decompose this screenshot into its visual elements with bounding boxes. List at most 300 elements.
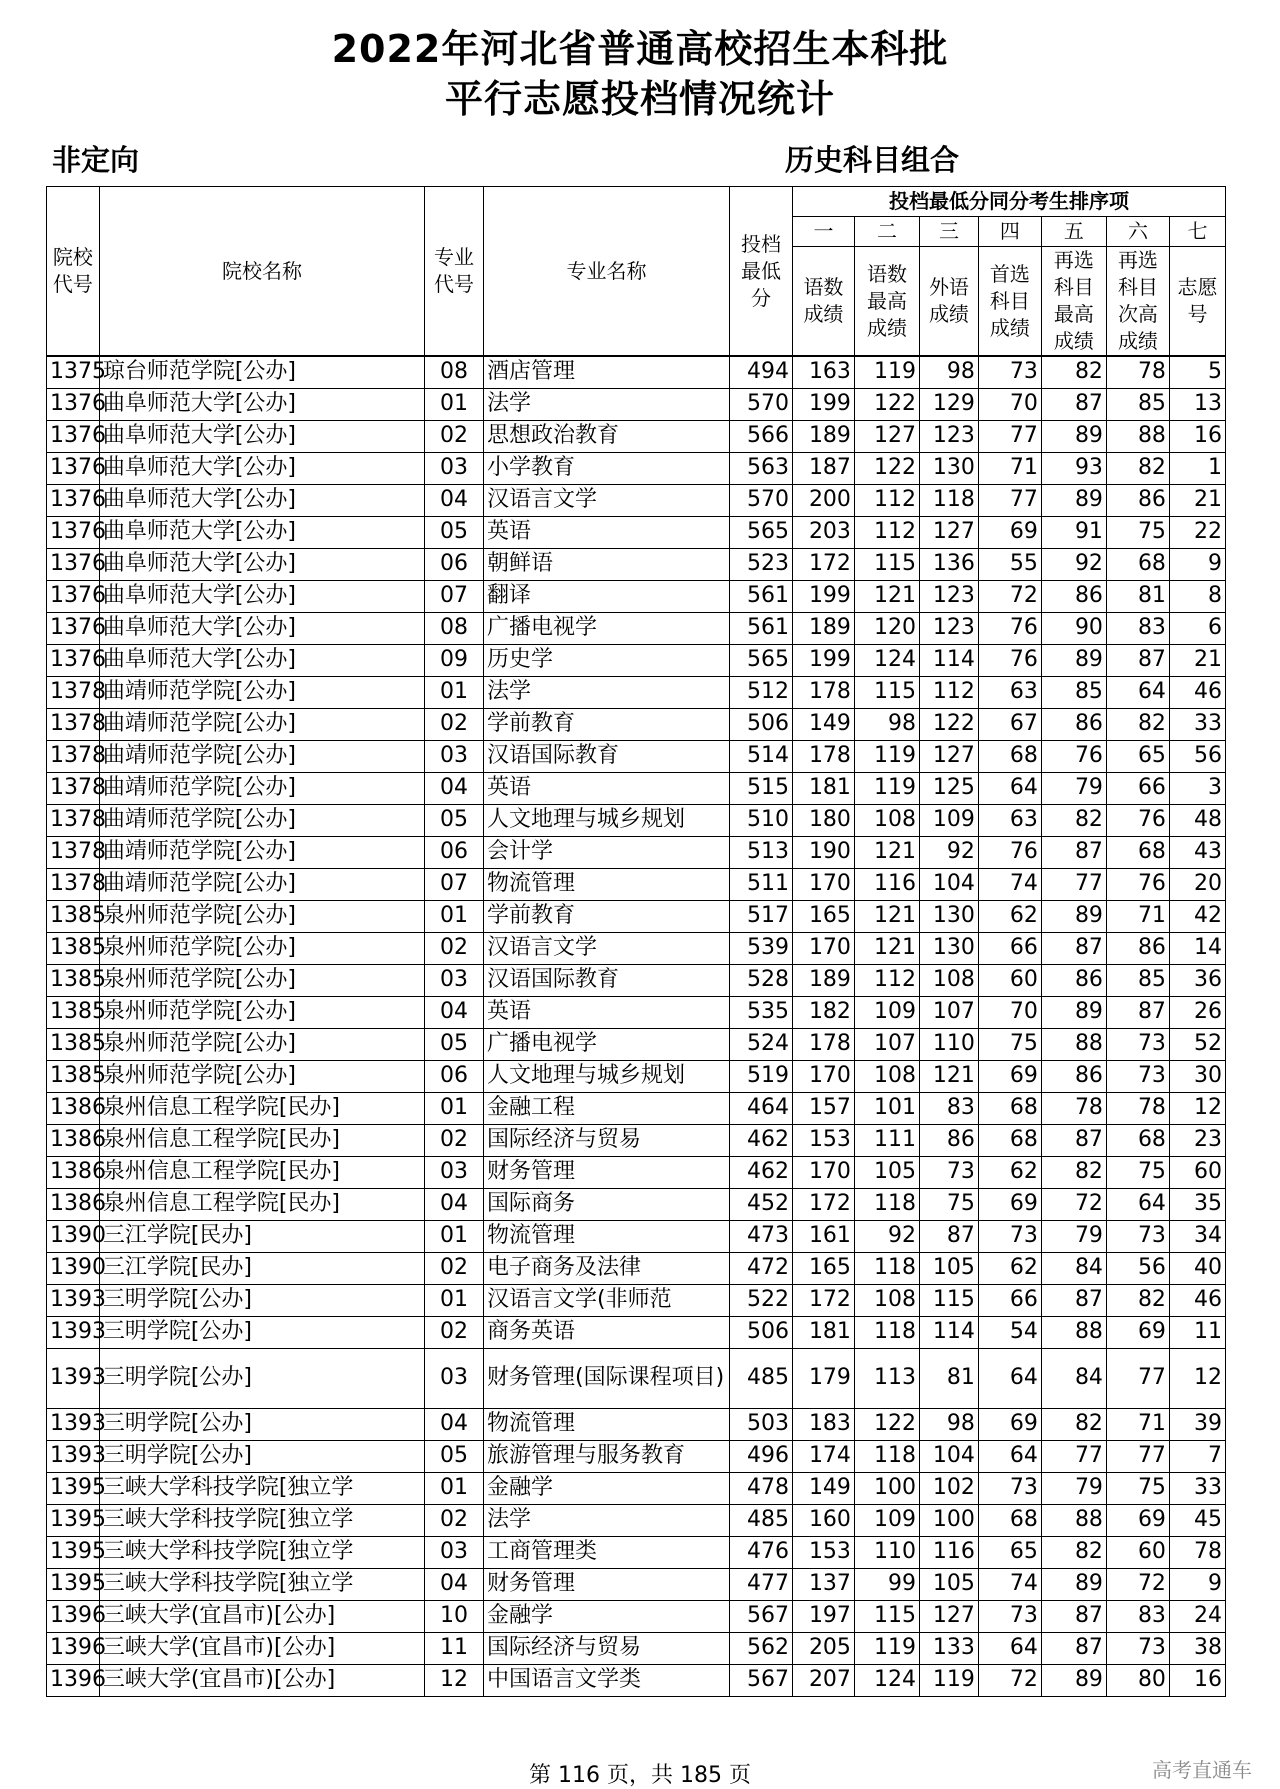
cell-major-code: 01 xyxy=(425,388,484,420)
cell-school-code: 1386 xyxy=(47,1188,100,1220)
cell-major-name: 财务管理 xyxy=(484,1568,730,1600)
cell-tiebreak-2: 121 xyxy=(854,580,919,612)
header-tiebreak-label: 首选科目成绩 xyxy=(978,247,1041,357)
cell-school-code: 1393 xyxy=(47,1348,100,1408)
cell-tiebreak-6: 73 xyxy=(1106,1060,1169,1092)
cell-tiebreak-2: 120 xyxy=(854,612,919,644)
table-row xyxy=(47,900,1226,932)
cell-school-code: 1376 xyxy=(47,644,100,676)
cell-major-name: 物流管理 xyxy=(484,1220,730,1252)
cell-school-code: 1396 xyxy=(47,1600,100,1632)
cell-major-code: 05 xyxy=(425,516,484,548)
table-row xyxy=(47,1664,1226,1696)
cell-tiebreak-3: 123 xyxy=(919,580,978,612)
cell-tiebreak-3: 115 xyxy=(919,1284,978,1316)
cell-tiebreak-5: 89 xyxy=(1041,900,1106,932)
cell-tiebreak-1: 197 xyxy=(792,1600,854,1632)
cell-tiebreak-2: 113 xyxy=(854,1348,919,1408)
cell-tiebreak-6: 86 xyxy=(1106,484,1169,516)
cell-tiebreak-1: 153 xyxy=(792,1124,854,1156)
cell-major-name: 物流管理 xyxy=(484,1408,730,1440)
cell-tiebreak-3: 127 xyxy=(919,740,978,772)
cell-tiebreak-6: 71 xyxy=(1106,1408,1169,1440)
cell-tiebreak-2: 109 xyxy=(854,1504,919,1536)
cell-tiebreak-7: 33 xyxy=(1169,1472,1225,1504)
subtitle-left: 非定向 xyxy=(52,143,140,177)
cell-tiebreak-4: 64 xyxy=(978,1440,1041,1472)
cell-major-name: 国际经济与贸易 xyxy=(484,1632,730,1664)
cell-school-name: 曲靖师范学院[公办] xyxy=(99,804,424,836)
cell-min-score: 514 xyxy=(729,740,792,772)
cell-tiebreak-4: 73 xyxy=(978,1472,1041,1504)
cell-tiebreak-5: 88 xyxy=(1041,1504,1106,1536)
cell-major-code: 04 xyxy=(425,1188,484,1220)
table-row xyxy=(47,1632,1226,1664)
header-school-code: 院校代号 xyxy=(47,187,100,357)
cell-school-name: 三峡大学(宜昌市)[公办] xyxy=(99,1664,424,1696)
cell-major-name: 酒店管理 xyxy=(484,356,730,388)
cell-tiebreak-6: 78 xyxy=(1106,1092,1169,1124)
cell-school-code: 1376 xyxy=(47,548,100,580)
cell-major-name: 英语 xyxy=(484,772,730,804)
cell-major-name: 汉语言文学 xyxy=(484,932,730,964)
cell-tiebreak-2: 118 xyxy=(854,1316,919,1348)
cell-school-name: 曲靖师范学院[公办] xyxy=(99,676,424,708)
cell-tiebreak-2: 116 xyxy=(854,868,919,900)
cell-tiebreak-3: 136 xyxy=(919,548,978,580)
cell-school-name: 泉州师范学院[公办] xyxy=(99,900,424,932)
cell-tiebreak-6: 64 xyxy=(1106,676,1169,708)
cell-school-name: 泉州信息工程学院[民办] xyxy=(99,1124,424,1156)
cell-school-code: 1390 xyxy=(47,1220,100,1252)
cell-min-score: 517 xyxy=(729,900,792,932)
header-tiebreak-label: 志愿号 xyxy=(1169,247,1225,357)
cell-tiebreak-1: 165 xyxy=(792,1252,854,1284)
table-row xyxy=(47,1220,1226,1252)
cell-tiebreak-2: 121 xyxy=(854,900,919,932)
cell-tiebreak-3: 104 xyxy=(919,868,978,900)
cell-tiebreak-1: 157 xyxy=(792,1092,854,1124)
cell-tiebreak-6: 66 xyxy=(1106,772,1169,804)
cell-school-name: 三江学院[民办] xyxy=(99,1252,424,1284)
cell-tiebreak-7: 60 xyxy=(1169,1156,1225,1188)
cell-tiebreak-3: 75 xyxy=(919,1188,978,1220)
cell-tiebreak-6: 76 xyxy=(1106,804,1169,836)
cell-tiebreak-3: 116 xyxy=(919,1536,978,1568)
cell-major-code: 02 xyxy=(425,1316,484,1348)
cell-min-score: 561 xyxy=(729,580,792,612)
cell-school-name: 泉州师范学院[公办] xyxy=(99,964,424,996)
cell-major-name: 旅游管理与服务教育 xyxy=(484,1440,730,1472)
cell-tiebreak-4: 75 xyxy=(978,1028,1041,1060)
cell-school-name: 泉州信息工程学院[民办] xyxy=(99,1092,424,1124)
cell-tiebreak-7: 21 xyxy=(1169,484,1225,516)
table-row xyxy=(47,1060,1226,1092)
cell-school-code: 1385 xyxy=(47,1060,100,1092)
cell-tiebreak-1: 199 xyxy=(792,644,854,676)
cell-tiebreak-2: 124 xyxy=(854,1664,919,1696)
cell-school-name: 曲阜师范大学[公办] xyxy=(99,612,424,644)
cell-min-score: 528 xyxy=(729,964,792,996)
cell-tiebreak-7: 46 xyxy=(1169,676,1225,708)
cell-tiebreak-4: 67 xyxy=(978,708,1041,740)
cell-tiebreak-3: 107 xyxy=(919,996,978,1028)
cell-school-code: 1393 xyxy=(47,1408,100,1440)
cell-tiebreak-5: 79 xyxy=(1041,1220,1106,1252)
cell-school-code: 1385 xyxy=(47,932,100,964)
cell-school-code: 1386 xyxy=(47,1092,100,1124)
header-tiebreak-label: 再选科目次高成绩 xyxy=(1106,247,1169,357)
cell-tiebreak-7: 52 xyxy=(1169,1028,1225,1060)
cell-major-name: 朝鲜语 xyxy=(484,548,730,580)
cell-school-code: 1385 xyxy=(47,900,100,932)
cell-tiebreak-5: 89 xyxy=(1041,644,1106,676)
cell-school-code: 1375 xyxy=(47,356,100,388)
cell-tiebreak-6: 68 xyxy=(1106,548,1169,580)
cell-major-code: 10 xyxy=(425,1600,484,1632)
table-row xyxy=(47,1600,1226,1632)
cell-tiebreak-3: 100 xyxy=(919,1504,978,1536)
cell-school-code: 1378 xyxy=(47,804,100,836)
table-row xyxy=(47,548,1226,580)
cell-tiebreak-2: 115 xyxy=(854,676,919,708)
cell-tiebreak-4: 71 xyxy=(978,452,1041,484)
cell-tiebreak-6: 80 xyxy=(1106,1664,1169,1696)
cell-school-name: 三明学院[公办] xyxy=(99,1284,424,1316)
table-row xyxy=(47,1568,1226,1600)
table-row xyxy=(47,740,1226,772)
cell-major-name: 中国语言文学类 xyxy=(484,1664,730,1696)
cell-tiebreak-3: 133 xyxy=(919,1632,978,1664)
cell-tiebreak-5: 89 xyxy=(1041,1664,1106,1696)
table-body xyxy=(47,356,1226,1696)
cell-min-score: 452 xyxy=(729,1188,792,1220)
cell-tiebreak-7: 34 xyxy=(1169,1220,1225,1252)
cell-major-name: 汉语言文学(非师范 xyxy=(484,1284,730,1316)
cell-major-code: 11 xyxy=(425,1632,484,1664)
table-row xyxy=(47,356,1226,388)
cell-tiebreak-7: 20 xyxy=(1169,868,1225,900)
cell-tiebreak-3: 83 xyxy=(919,1092,978,1124)
cell-tiebreak-6: 87 xyxy=(1106,996,1169,1028)
cell-major-code: 03 xyxy=(425,740,484,772)
cell-tiebreak-5: 85 xyxy=(1041,676,1106,708)
cell-major-name: 法学 xyxy=(484,388,730,420)
cell-tiebreak-4: 68 xyxy=(978,740,1041,772)
cell-major-name: 人文地理与城乡规划 xyxy=(484,804,730,836)
cell-major-name: 工商管理类 xyxy=(484,1536,730,1568)
cell-school-name: 曲阜师范大学[公办] xyxy=(99,548,424,580)
cell-major-code: 06 xyxy=(425,1060,484,1092)
cell-tiebreak-6: 85 xyxy=(1106,388,1169,420)
cell-tiebreak-3: 87 xyxy=(919,1220,978,1252)
cell-tiebreak-7: 30 xyxy=(1169,1060,1225,1092)
table-row xyxy=(47,1408,1226,1440)
cell-major-name: 学前教育 xyxy=(484,900,730,932)
cell-tiebreak-5: 89 xyxy=(1041,484,1106,516)
cell-min-score: 478 xyxy=(729,1472,792,1504)
cell-major-name: 会计学 xyxy=(484,836,730,868)
cell-tiebreak-4: 77 xyxy=(978,420,1041,452)
cell-school-name: 三峡大学科技学院[独立学 xyxy=(99,1472,424,1504)
cell-tiebreak-7: 24 xyxy=(1169,1600,1225,1632)
cell-tiebreak-2: 108 xyxy=(854,804,919,836)
cell-tiebreak-1: 172 xyxy=(792,1284,854,1316)
cell-tiebreak-1: 165 xyxy=(792,900,854,932)
cell-school-name: 曲阜师范大学[公办] xyxy=(99,420,424,452)
cell-tiebreak-3: 130 xyxy=(919,452,978,484)
cell-major-code: 05 xyxy=(425,1440,484,1472)
cell-tiebreak-4: 63 xyxy=(978,676,1041,708)
table-row xyxy=(47,1440,1226,1472)
cell-tiebreak-5: 87 xyxy=(1041,1124,1106,1156)
cell-school-code: 1396 xyxy=(47,1664,100,1696)
cell-tiebreak-4: 68 xyxy=(978,1504,1041,1536)
cell-major-code: 02 xyxy=(425,1124,484,1156)
cell-tiebreak-4: 77 xyxy=(978,484,1041,516)
cell-tiebreak-4: 74 xyxy=(978,1568,1041,1600)
page-title-line1: 2022年河北省普通高校招生本科批 xyxy=(331,27,949,71)
table-row xyxy=(47,964,1226,996)
cell-major-code: 12 xyxy=(425,1664,484,1696)
cell-tiebreak-5: 79 xyxy=(1041,1472,1106,1504)
cell-min-score: 512 xyxy=(729,676,792,708)
cell-tiebreak-3: 73 xyxy=(919,1156,978,1188)
header-tiebreak-label: 语数成绩 xyxy=(792,247,854,357)
cell-tiebreak-4: 63 xyxy=(978,804,1041,836)
cell-major-name: 国际经济与贸易 xyxy=(484,1124,730,1156)
cell-major-code: 02 xyxy=(425,708,484,740)
cell-school-code: 1376 xyxy=(47,484,100,516)
cell-min-score: 506 xyxy=(729,708,792,740)
header-min-score: 投档最低分 xyxy=(729,187,792,357)
cell-min-score: 567 xyxy=(729,1664,792,1696)
cell-tiebreak-7: 12 xyxy=(1169,1092,1225,1124)
cell-tiebreak-1: 180 xyxy=(792,804,854,836)
cell-tiebreak-1: 189 xyxy=(792,420,854,452)
table-row xyxy=(47,484,1226,516)
cell-tiebreak-3: 109 xyxy=(919,804,978,836)
cell-tiebreak-2: 118 xyxy=(854,1252,919,1284)
cell-tiebreak-4: 65 xyxy=(978,1536,1041,1568)
cell-tiebreak-5: 82 xyxy=(1041,356,1106,388)
cell-min-score: 535 xyxy=(729,996,792,1028)
cell-major-code: 01 xyxy=(425,1092,484,1124)
cell-min-score: 464 xyxy=(729,1092,792,1124)
cell-school-name: 三峡大学科技学院[独立学 xyxy=(99,1568,424,1600)
cell-tiebreak-5: 82 xyxy=(1041,1536,1106,1568)
cell-tiebreak-5: 77 xyxy=(1041,1440,1106,1472)
cell-tiebreak-3: 127 xyxy=(919,516,978,548)
table-row xyxy=(47,868,1226,900)
cell-tiebreak-7: 42 xyxy=(1169,900,1225,932)
cell-tiebreak-4: 73 xyxy=(978,1220,1041,1252)
cell-tiebreak-2: 100 xyxy=(854,1472,919,1504)
cell-tiebreak-2: 122 xyxy=(854,452,919,484)
cell-min-score: 506 xyxy=(729,1316,792,1348)
cell-school-code: 1385 xyxy=(47,964,100,996)
cell-school-name: 三明学院[公办] xyxy=(99,1408,424,1440)
cell-min-score: 476 xyxy=(729,1536,792,1568)
cell-tiebreak-1: 163 xyxy=(792,356,854,388)
cell-tiebreak-1: 189 xyxy=(792,612,854,644)
cell-tiebreak-2: 122 xyxy=(854,1408,919,1440)
cell-min-score: 477 xyxy=(729,1568,792,1600)
header-tiebreak-number: 四 xyxy=(978,217,1041,247)
cell-tiebreak-2: 108 xyxy=(854,1284,919,1316)
cell-tiebreak-4: 64 xyxy=(978,1348,1041,1408)
cell-tiebreak-3: 110 xyxy=(919,1028,978,1060)
cell-tiebreak-5: 82 xyxy=(1041,1156,1106,1188)
cell-school-name: 泉州师范学院[公办] xyxy=(99,1028,424,1060)
cell-tiebreak-2: 112 xyxy=(854,484,919,516)
cell-tiebreak-7: 39 xyxy=(1169,1408,1225,1440)
cell-tiebreak-4: 76 xyxy=(978,836,1041,868)
cell-tiebreak-1: 172 xyxy=(792,548,854,580)
table-row xyxy=(47,836,1226,868)
cell-school-code: 1396 xyxy=(47,1632,100,1664)
table-row xyxy=(47,1472,1226,1504)
cell-min-score: 511 xyxy=(729,868,792,900)
table-row xyxy=(47,580,1226,612)
cell-tiebreak-2: 92 xyxy=(854,1220,919,1252)
cell-tiebreak-4: 55 xyxy=(978,548,1041,580)
cell-tiebreak-5: 72 xyxy=(1041,1188,1106,1220)
cell-school-name: 琼台师范学院[公办] xyxy=(99,356,424,388)
cell-tiebreak-5: 84 xyxy=(1041,1348,1106,1408)
cell-school-name: 三江学院[民办] xyxy=(99,1220,424,1252)
cell-tiebreak-3: 127 xyxy=(919,1600,978,1632)
cell-major-name: 广播电视学 xyxy=(484,1028,730,1060)
cell-major-code: 04 xyxy=(425,1408,484,1440)
cell-tiebreak-1: 149 xyxy=(792,708,854,740)
cell-tiebreak-4: 76 xyxy=(978,612,1041,644)
cell-school-name: 泉州师范学院[公办] xyxy=(99,996,424,1028)
cell-school-code: 1395 xyxy=(47,1472,100,1504)
cell-major-name: 英语 xyxy=(484,516,730,548)
cell-tiebreak-6: 83 xyxy=(1106,612,1169,644)
table-row xyxy=(47,1316,1226,1348)
cell-tiebreak-6: 65 xyxy=(1106,740,1169,772)
cell-tiebreak-5: 86 xyxy=(1041,964,1106,996)
table-row xyxy=(47,516,1226,548)
table-row xyxy=(47,644,1226,676)
table-row xyxy=(47,1124,1226,1156)
cell-tiebreak-7: 7 xyxy=(1169,1440,1225,1472)
cell-school-code: 1395 xyxy=(47,1568,100,1600)
cell-school-name: 泉州信息工程学院[民办] xyxy=(99,1156,424,1188)
cell-school-code: 1376 xyxy=(47,388,100,420)
cell-tiebreak-4: 73 xyxy=(978,356,1041,388)
cell-tiebreak-5: 82 xyxy=(1041,804,1106,836)
cell-tiebreak-2: 121 xyxy=(854,836,919,868)
cell-tiebreak-2: 111 xyxy=(854,1124,919,1156)
table-row xyxy=(47,612,1226,644)
cell-min-score: 472 xyxy=(729,1252,792,1284)
cell-major-name: 思想政治教育 xyxy=(484,420,730,452)
cell-tiebreak-1: 182 xyxy=(792,996,854,1028)
cell-tiebreak-7: 11 xyxy=(1169,1316,1225,1348)
cell-tiebreak-2: 98 xyxy=(854,708,919,740)
cell-tiebreak-6: 88 xyxy=(1106,420,1169,452)
cell-min-score: 519 xyxy=(729,1060,792,1092)
cell-tiebreak-6: 72 xyxy=(1106,1568,1169,1600)
cell-tiebreak-2: 122 xyxy=(854,388,919,420)
cell-tiebreak-7: 46 xyxy=(1169,1284,1225,1316)
cell-tiebreak-7: 33 xyxy=(1169,708,1225,740)
table-header xyxy=(47,187,1226,357)
cell-tiebreak-6: 75 xyxy=(1106,1156,1169,1188)
cell-tiebreak-5: 91 xyxy=(1041,516,1106,548)
cell-tiebreak-2: 99 xyxy=(854,1568,919,1600)
cell-major-name: 学前教育 xyxy=(484,708,730,740)
cell-school-code: 1378 xyxy=(47,772,100,804)
cell-major-name: 财务管理(国际课程项目) xyxy=(484,1348,730,1408)
cell-tiebreak-1: 203 xyxy=(792,516,854,548)
header-tiebreak-number: 三 xyxy=(919,217,978,247)
table-row xyxy=(47,1188,1226,1220)
cell-tiebreak-2: 119 xyxy=(854,740,919,772)
cell-major-code: 03 xyxy=(425,1536,484,1568)
table-row xyxy=(47,1252,1226,1284)
cell-tiebreak-5: 87 xyxy=(1041,1284,1106,1316)
table-row xyxy=(47,388,1226,420)
cell-tiebreak-6: 77 xyxy=(1106,1348,1169,1408)
cell-tiebreak-5: 88 xyxy=(1041,1316,1106,1348)
cell-tiebreak-6: 56 xyxy=(1106,1252,1169,1284)
cell-tiebreak-2: 109 xyxy=(854,996,919,1028)
cell-tiebreak-7: 78 xyxy=(1169,1536,1225,1568)
cell-major-code: 06 xyxy=(425,836,484,868)
cell-tiebreak-2: 112 xyxy=(854,516,919,548)
cell-tiebreak-3: 105 xyxy=(919,1252,978,1284)
table-row xyxy=(47,1504,1226,1536)
cell-tiebreak-3: 125 xyxy=(919,772,978,804)
header-tiebreak-number: 五 xyxy=(1041,217,1106,247)
cell-major-name: 金融学 xyxy=(484,1472,730,1504)
cell-tiebreak-7: 3 xyxy=(1169,772,1225,804)
cell-tiebreak-1: 199 xyxy=(792,388,854,420)
cell-tiebreak-2: 101 xyxy=(854,1092,919,1124)
cell-major-code: 01 xyxy=(425,676,484,708)
cell-min-score: 565 xyxy=(729,644,792,676)
cell-tiebreak-1: 149 xyxy=(792,1472,854,1504)
cell-major-name: 汉语言文学 xyxy=(484,484,730,516)
table-row xyxy=(47,1028,1226,1060)
cell-tiebreak-5: 78 xyxy=(1041,1092,1106,1124)
cell-tiebreak-5: 89 xyxy=(1041,996,1106,1028)
cell-major-name: 英语 xyxy=(484,996,730,1028)
cell-major-code: 03 xyxy=(425,452,484,484)
cell-tiebreak-3: 129 xyxy=(919,388,978,420)
cell-tiebreak-3: 104 xyxy=(919,1440,978,1472)
cell-school-name: 三明学院[公办] xyxy=(99,1316,424,1348)
cell-tiebreak-2: 118 xyxy=(854,1188,919,1220)
cell-tiebreak-5: 89 xyxy=(1041,1568,1106,1600)
cell-tiebreak-3: 98 xyxy=(919,1408,978,1440)
admission-table xyxy=(46,186,1226,1697)
cell-tiebreak-5: 87 xyxy=(1041,932,1106,964)
cell-tiebreak-6: 86 xyxy=(1106,932,1169,964)
cell-school-code: 1393 xyxy=(47,1284,100,1316)
cell-tiebreak-4: 69 xyxy=(978,516,1041,548)
cell-min-score: 562 xyxy=(729,1632,792,1664)
cell-school-name: 三明学院[公办] xyxy=(99,1440,424,1472)
cell-tiebreak-6: 64 xyxy=(1106,1188,1169,1220)
cell-tiebreak-6: 81 xyxy=(1106,580,1169,612)
cell-school-name: 泉州师范学院[公办] xyxy=(99,1060,424,1092)
cell-tiebreak-2: 121 xyxy=(854,932,919,964)
